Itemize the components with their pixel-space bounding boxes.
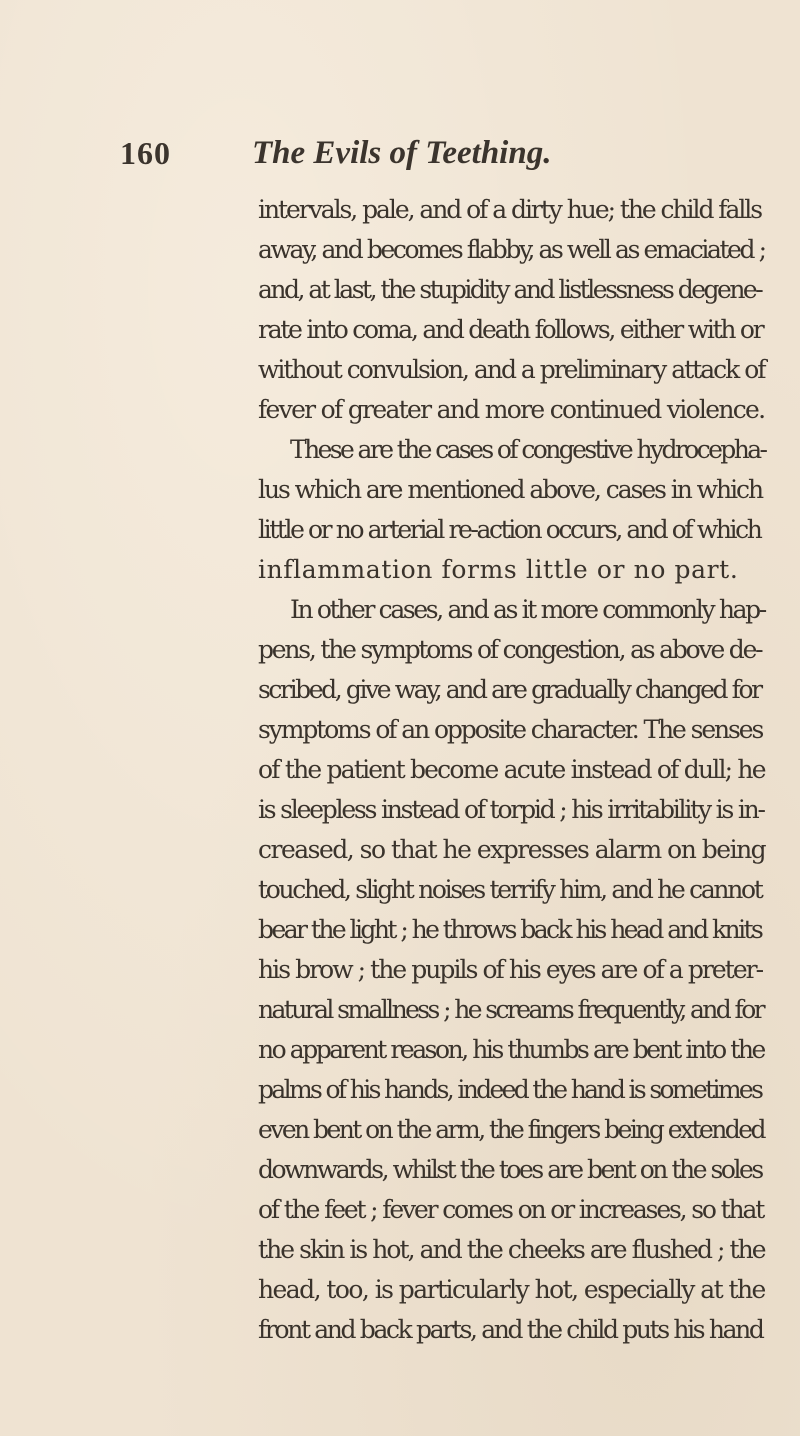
- text-line: downwards, whilst the toes are bent on the soles: [258, 1155, 762, 1184]
- running-head: [120, 135, 760, 185]
- text-line: the skin is hot, and the cheeks are flushed ; the: [258, 1235, 765, 1264]
- text-line: bear the light ; he throws back his head and knits: [258, 915, 762, 944]
- text-line: intervals, pale, and of a dirty hue; the child falls: [258, 195, 762, 224]
- text-line: front and back parts, and the child puts his hand: [258, 1315, 763, 1344]
- text-line: even bent on the arm, the fingers being extended: [258, 1115, 764, 1144]
- text-line: inflammation forms little or no part.: [258, 555, 739, 584]
- text-line: away, and becomes flabby, as well as emaciated ;: [258, 235, 765, 264]
- running-title: The Evils of Teething.: [252, 135, 552, 171]
- text-line: palms of his hands, indeed the hand is sometimes: [258, 1075, 762, 1104]
- text-line: In other cases, and as it more commonly hap-: [290, 595, 765, 624]
- text-line: without convulsion, and a preliminary attack of: [258, 355, 765, 384]
- text-line: rate into coma, and death follows, either with or: [258, 315, 763, 344]
- text-line: pens, the symptoms of congestion, as above de-: [258, 635, 762, 664]
- text-line: is sleepless instead of torpid ; his irritability is in-: [258, 795, 764, 824]
- page-number: 160: [120, 135, 171, 171]
- text-line: natural smallness ; he screams frequently, and for: [258, 995, 764, 1024]
- text-line: his brow ; the pupils of his eyes are of a preter-: [258, 955, 763, 984]
- text-line: These are the cases of congestive hydrocepha-: [290, 435, 766, 464]
- text-line: of the patient become acute instead of dull; he: [258, 755, 765, 784]
- text-line: symptoms of an opposite character. The senses: [258, 715, 763, 744]
- text-line: creased, so that he expresses alarm on being: [258, 835, 766, 864]
- text-line: no apparent reason, his thumbs are bent into the: [258, 1035, 764, 1064]
- text-line: little or no arterial re-action occurs, and of which: [258, 515, 761, 544]
- text-line: fever of greater and more continued violence.: [258, 395, 765, 424]
- text-line: lus which are mentioned above, cases in which: [258, 475, 763, 504]
- text-line: and, at last, the stupidity and listlessness degene-: [258, 275, 762, 304]
- text-line: of the feet ; fever comes on or increases, so that: [258, 1195, 764, 1224]
- text-line: scribed, give way, and are gradually changed for: [258, 675, 761, 704]
- text-line: touched, slight noises terrify him, and he cannot: [258, 875, 762, 904]
- text-line: head, too, is particularly hot, especially at the: [258, 1275, 765, 1304]
